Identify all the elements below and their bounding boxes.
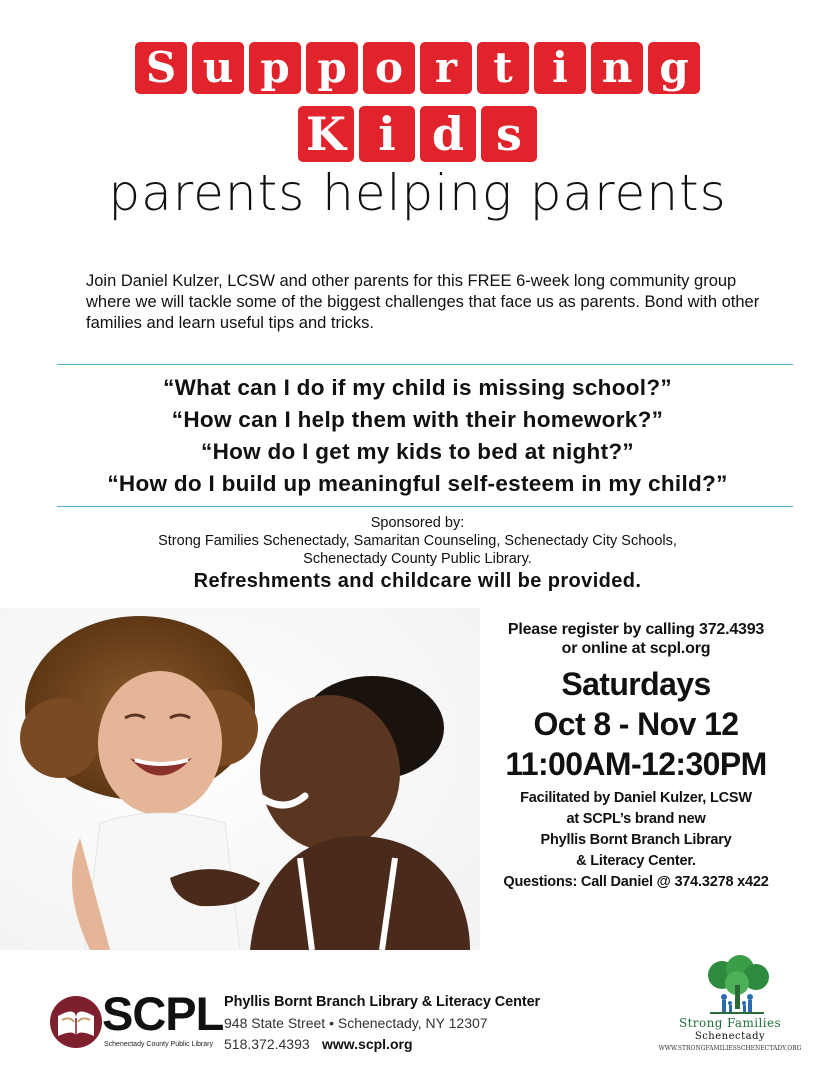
question-item: “What can I do if my child is missing school?” (163, 375, 672, 400)
venue-line: & Literacy Center. (576, 853, 696, 869)
divider-top (57, 364, 793, 365)
tree-family-icon (692, 955, 782, 1017)
title-letter-tile: t (477, 42, 529, 94)
title-letter-tile: K (298, 106, 354, 162)
branch-name: Phyllis Bornt Branch Library & Literacy Center (224, 994, 541, 1010)
mother-child-photo (0, 608, 480, 950)
sponsor-block (0, 514, 835, 568)
title-letter-tile: i (534, 42, 586, 94)
event-details (478, 620, 794, 893)
title-letter-tile: i (359, 106, 415, 162)
title-row-supporting (0, 42, 835, 94)
event-day: Saturdays (561, 666, 711, 702)
event-dates: Oct 8 - Nov 12 (533, 706, 739, 742)
divider-bottom (57, 506, 793, 507)
sponsor-line: Schenectady County Public Library. (303, 551, 532, 567)
intro-paragraph: Join Daniel Kulzer, LCSW and other parents for this FREE 6-week long community group where we will tackle some of the biggest challenges that face us as parents. Bond with other families and learn useful tips and tricks. (86, 272, 760, 332)
partner-name: Strong Families (678, 1016, 782, 1030)
partner-city: Schenectady (694, 1031, 766, 1042)
branch-address: 948 State Street • Schenectady, NY 12307 (224, 1015, 488, 1031)
branch-phone: 518.372.4393 (224, 1036, 310, 1052)
contact-line: Questions: Call Daniel @ 374.3278 x422 (503, 874, 769, 890)
subtitle: parents helping parents (108, 164, 727, 222)
question-item: “How can I help them with their homework?” (171, 407, 664, 432)
title-row-kids (0, 106, 835, 162)
title-letter-tile: d (420, 106, 476, 162)
title-letter-tile: p (306, 42, 358, 94)
question-item: “How do I build up meaningful self-esteem in my child?” (107, 471, 728, 496)
title-letter-tile: s (481, 106, 537, 162)
book-icon (48, 994, 104, 1050)
title-letter-tile: g (648, 42, 700, 94)
sponsor-heading: Sponsored by: (370, 515, 465, 531)
sponsor-line: Strong Families Schenectady, Samaritan Counseling, Schenectady City Schools, (158, 533, 677, 549)
branch-website[interactable]: www.scpl.org (322, 1036, 413, 1052)
title-letter-tile: u (192, 42, 244, 94)
title-letter-tile: S (135, 42, 187, 94)
title-letter-tile: r (420, 42, 472, 94)
venue-line: at SCPL’s brand new (566, 811, 706, 827)
facilitator-line: Facilitated by Daniel Kulzer, LCSW (520, 790, 752, 806)
scpl-tagline: Schenectady County Public Library (104, 1041, 213, 1048)
scpl-logo-text: SCPL (102, 987, 224, 1040)
title-letter-tile: p (249, 42, 301, 94)
title-letter-tile: n (591, 42, 643, 94)
refreshments-note: Refreshments and childcare will be provided. (193, 570, 642, 592)
partner-url[interactable]: WWW.STRONGFAMILIESSCHENECTADY.ORG (658, 1045, 802, 1052)
question-item: “How do I get my kids to bed at night?” (201, 439, 634, 464)
register-line: or online at scpl.org (561, 640, 711, 657)
register-line: Please register by calling 372.4393 (507, 621, 765, 638)
questions-list (0, 372, 835, 500)
venue-line: Phyllis Bornt Branch Library (540, 832, 732, 848)
event-time: 11:00AM-12:30PM (505, 746, 767, 782)
title-letter-tile: o (363, 42, 415, 94)
